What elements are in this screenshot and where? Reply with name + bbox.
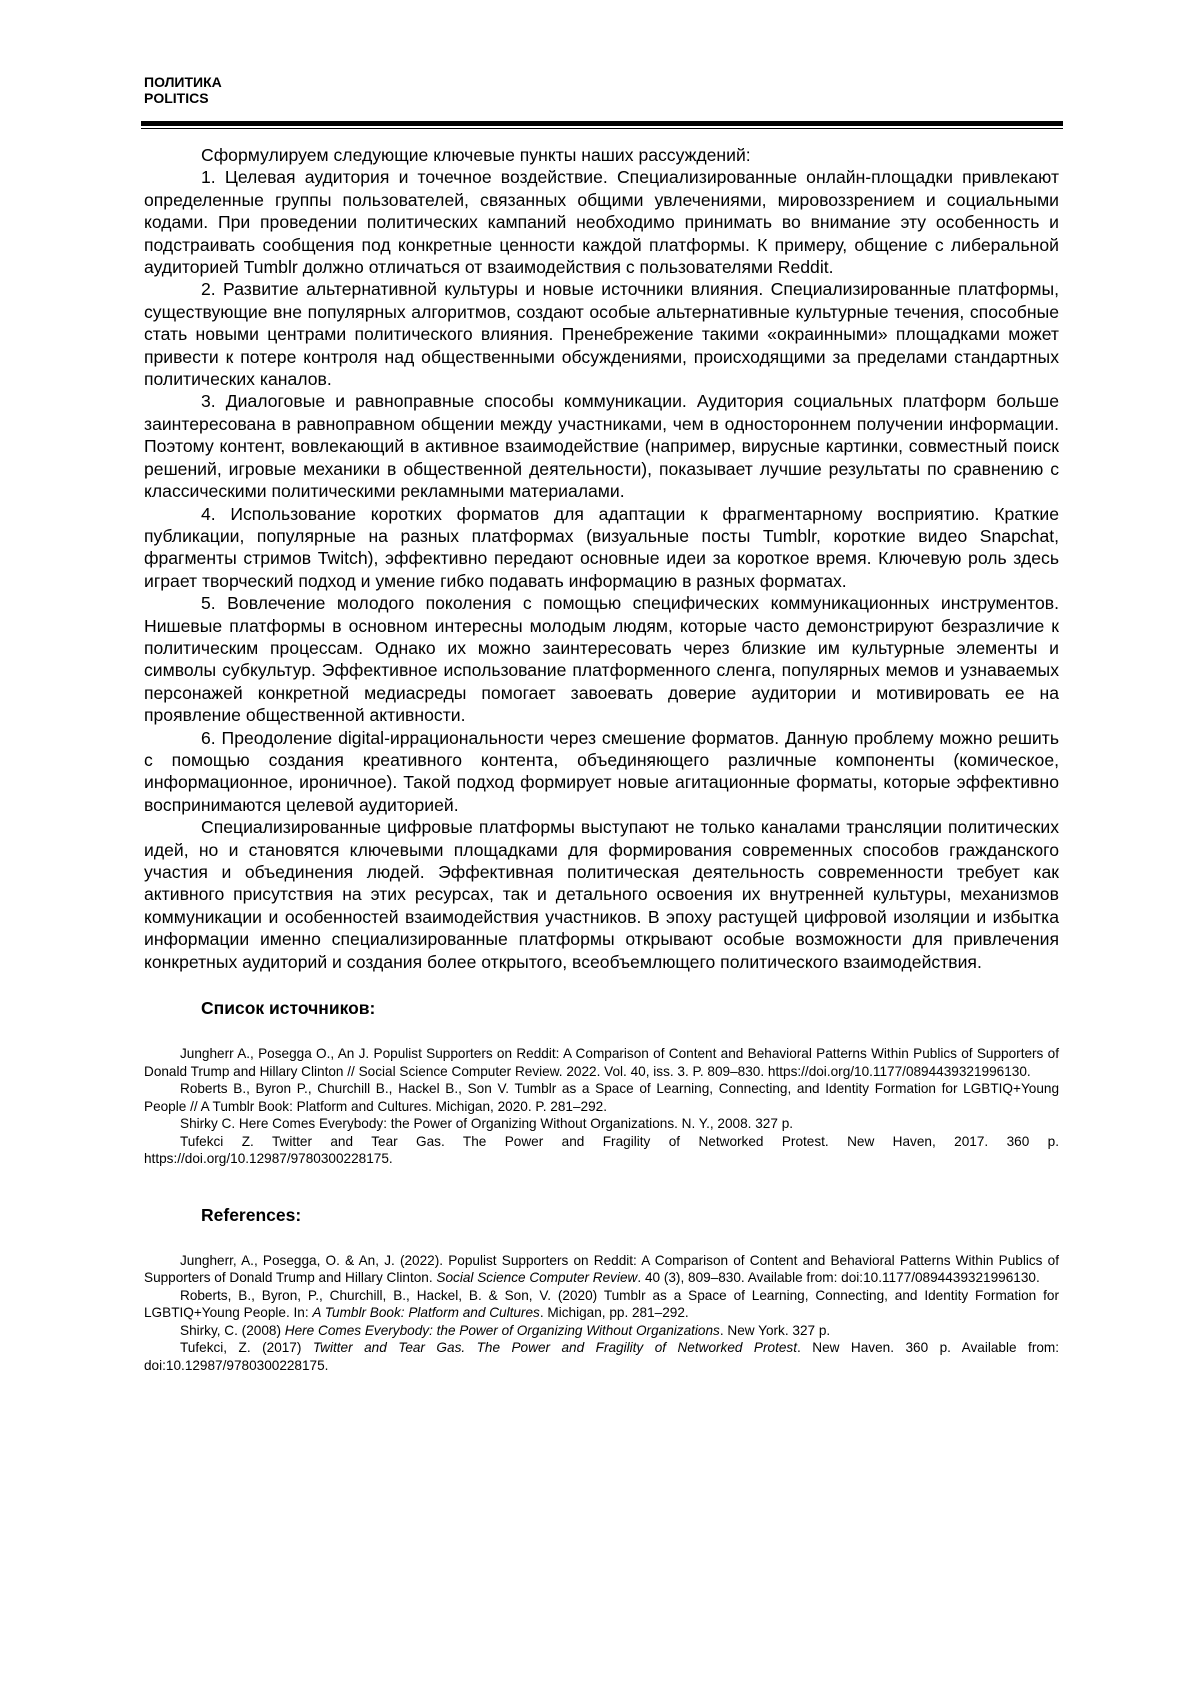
section-header xyxy=(144,74,222,106)
reference-text: Jungherr, A., Posegga, O. & An, J. (2022). Populist Supporters on Reddit: A Comparison of Content and Behavioral Patterns Within Publics of Supporters of Donald Trump and Hillary Clinton. xyxy=(144,1252,1059,1286)
references-heading: References: xyxy=(201,1204,302,1225)
intro-paragraph: Сформулируем следующие ключевые пункты наших рассуждений: xyxy=(201,145,751,165)
reference-text: Tufekci, Z. (2017) xyxy=(180,1340,313,1356)
references-list xyxy=(144,1252,1059,1375)
reference-item xyxy=(144,1252,1059,1287)
section-name-en: POLITICS xyxy=(144,90,209,106)
source-item: Jungherr A., Posegga O., An J. Populist Supporters on Reddit: A Comparison of Content and Behavioral Patterns Within Publics of Supporters of Donald Trump and Hillary Clinton // Social Science Computer Review. 2022. Vol. 40, iss. 3. P. 809–830. https://doi.org/10.1177/0894439321996130. xyxy=(144,1046,1059,1079)
reference-item xyxy=(144,1339,1059,1374)
point-2-paragraph: 2. Развитие альтернативной культуры и новые источники влияния. Специализированные платформы, существующие вне популярных алгоритмов, создают особые альтернативные культурные течения, способные стать новыми центрами политического влияния. Пренебрежение такими «окраинными» площадками может привести к потере контроля над общественными обсуждениями, происходящими за пределами стандартных политических каналов. xyxy=(144,279,1059,390)
point-5-paragraph: 5. Вовлечение молодого поколения с помощью специфических коммуникационных инструментов. Нишевые платформы в основном интересны молодым людям, которые часто демонстрируют безразличие к политическим процессам. Однако их можно заинтересовать через близкие им культурные элементы и символы субкультур. Эффективное использование платформенного сленга, популярных мемов и узнаваемых персонажей конкретной медиасреды помогает завоевать доверие аудитории и мотивировать ее на проявление общественной активности. xyxy=(144,593,1059,726)
reference-text: . 40 (3), 809–830. Available from: doi:10.1177/0894439321996130. xyxy=(637,1270,1040,1286)
reference-text: Roberts, B., Byron, P., Churchill, B., Hackel, B. & Son, V. (2020) Tumblr as a Space of Learning, Connecting, and Identity Formation for LGBTIQ+Young People. In: xyxy=(144,1287,1059,1321)
reference-title: A Tumblr Book: Platform and Cultures xyxy=(312,1305,540,1321)
sources-heading: Список источников: xyxy=(201,998,376,1019)
conclusion-paragraph: Специализированные цифровые платформы выступают не только каналами трансляции политических идей, но и становятся ключевыми площадками для формирования современных способов гражданского участия и объединения людей. Эффективная политическая деятельность современности требует как активного присутствия на этих ресурсах, так и детального освоения их внутренней культуры, механизмов коммуникации и особенностей взаимодействия участников. В эпоху растущей цифровой изоляции и избытка информации именно специализированные платформы открывают особые возможности для привлечения конкретных аудиторий и создания более открытого, всеобъемлющего политического взаимодействия. xyxy=(144,817,1059,972)
sources-list xyxy=(144,1045,1059,1168)
reference-title: Here Comes Everybody: the Power of Organizing Without Organizations xyxy=(284,1322,720,1338)
point-6-paragraph: 6. Преодоление digital-иррациональности через смешение форматов. Данную проблему можно решить с помощью создания креативного контента, объединяющего различные компоненты (комическое, информационное, ироничное). Такой подход формирует новые агитационные форматы, которые эффективно воспринимаются целевой аудиторией. xyxy=(144,727,1059,815)
header-rule-thick xyxy=(141,121,1063,126)
point-3-paragraph: 3. Диалоговые и равноправные способы коммуникации. Аудитория социальных платформ больше заинтересована в равноправном общении между участниками, чем в одностороннем получении информации. Поэтому контент, вовлекающий в активное взаимодействие (например, вирусные картинки, совместный поиск решений, игровые механики в общественной деятельности), показывает лучшие результаты по сравнению с классическими политическими рекламными материалами. xyxy=(144,391,1059,502)
header-rule-thin xyxy=(141,128,1063,129)
reference-text: Shirky, C. (2008) xyxy=(180,1322,285,1338)
reference-item xyxy=(144,1322,1059,1340)
reference-title: Social Science Computer Review xyxy=(436,1270,638,1286)
reference-text: . New Haven. 360 p. Available from: doi:10.12987/9780300228175. xyxy=(144,1340,1060,1373)
section-name-ru: ПОЛИТИКА xyxy=(144,74,222,90)
source-item: Tufekci Z. Twitter and Tear Gas. The Power and Fragility of Networked Protest. New Haven, 2017. 360 p. https://doi.org/10.12987/9780300228175. xyxy=(144,1133,1059,1167)
reference-item xyxy=(144,1287,1059,1322)
source-item: Roberts B., Byron P., Churchill B., Hackel B., Son V. Tumblr as a Space of Learning, Connecting, and Identity Formation for LGBTIQ+Young People // A Tumblr Book: Platform and Cultures. Michigan, 2020. P. 281–292. xyxy=(144,1081,1059,1114)
reference-text: . Michigan, pp. 281–292. xyxy=(539,1305,689,1321)
article-body xyxy=(144,144,1059,1374)
source-item: Shirky C. Here Comes Everybody: the Power of Organizing Without Organizations. N. Y., 2008. 327 p. xyxy=(180,1116,794,1132)
reference-text: . New York. 327 p. xyxy=(719,1322,831,1338)
point-4-paragraph: 4. Использование коротких форматов для адаптации к фрагментарному восприятию. Краткие публикации, популярные на разных платформах (визуальные посты Tumblr, короткие видео Snapchat, фрагменты стримов Twitch), эффективно передают основные идеи за короткое время. Ключевую роль здесь играет творческий подход и умение гибко подавать информацию в разных форматах. xyxy=(144,503,1059,591)
point-1-paragraph: 1. Целевая аудитория и точечное воздействие. Специализированные онлайн-площадки привлекают определенные группы пользователей, связанных общими увлечениями, мировоззрением и социальными кодами. При проведении политических кампаний необходимо принимать во внимание эту особенность и подстраивать сообщения под конкретные ценности каждой платформы. К примеру, общение с либеральной аудиторией Tumblr должно отличаться от взаимодействия с пользователями Reddit. xyxy=(144,167,1059,278)
reference-title: Twitter and Tear Gas. The Power and Fragility of Networked Protest xyxy=(312,1340,798,1356)
